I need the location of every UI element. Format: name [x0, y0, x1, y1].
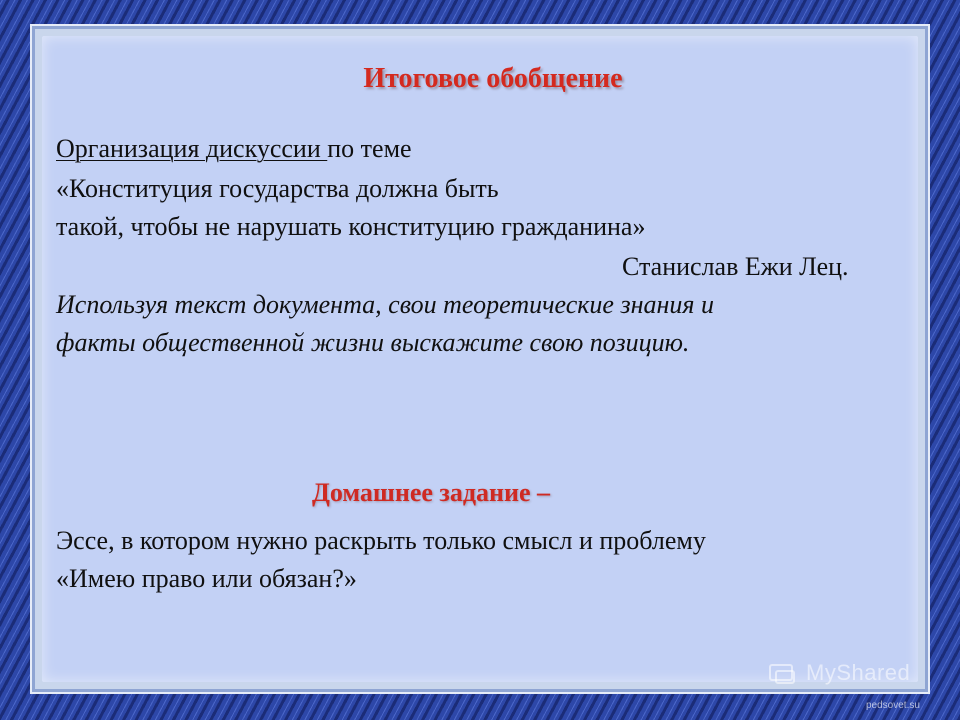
discussion-line: [56, 132, 412, 166]
slide-title: Итоговое обобщение: [363, 63, 623, 94]
task-line-1: Используя текст документа, свои теоретические знания и: [56, 290, 714, 319]
watermark-brand: MyShared: [806, 660, 911, 685]
discussion-label: Организация дискуссии: [56, 134, 328, 163]
homework-heading: Домашнее задание –: [312, 478, 551, 507]
homework-line-2: «Имею право или обязан?»: [56, 564, 357, 593]
task-line-2: факты общественной жизни выскажите свою позицию.: [56, 328, 690, 357]
footer-url: pedsovet.su: [866, 700, 920, 711]
homework-line-1: Эссе, в котором нужно раскрыть только смысл и проблему: [56, 526, 706, 555]
quote-line-1: «Конституция государства должна быть: [56, 174, 499, 203]
quote-author: Станислав Ежи Лец.: [622, 252, 849, 281]
quote-line-2: такой, чтобы не нарушать конституцию гражданина»: [56, 212, 646, 241]
myshared-logo-icon: [768, 662, 798, 686]
discussion-topic-label: по теме: [327, 134, 412, 163]
